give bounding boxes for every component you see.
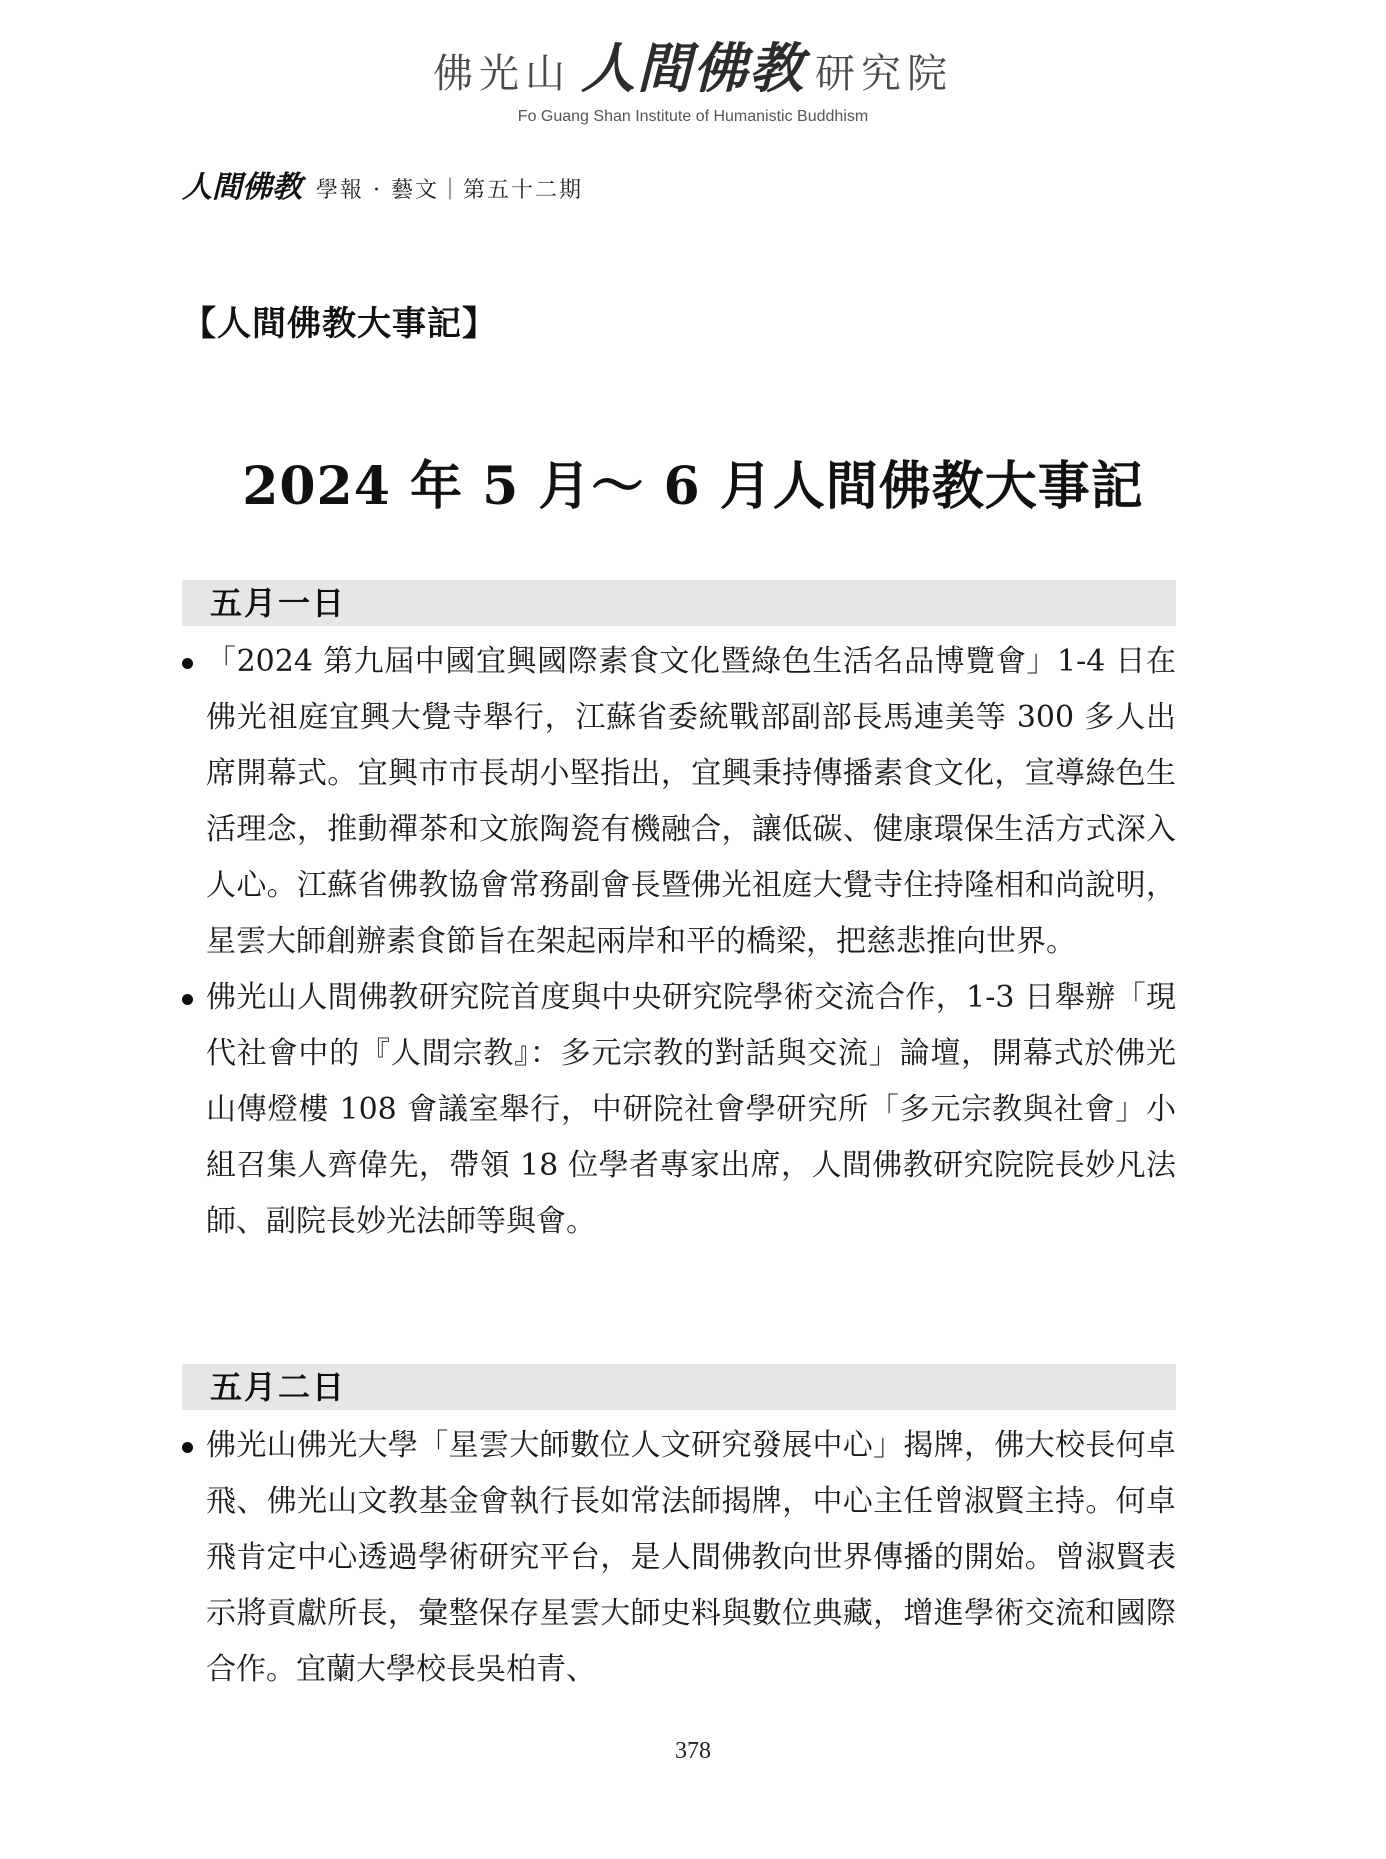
page-number: 378 — [675, 1738, 711, 1764]
institute-name — [0, 38, 1386, 104]
date-heading: 五月一日 — [182, 580, 1176, 626]
entry-text: 佛光山佛光大學「星雲大師數位人文研究發展中心」揭牌，佛大校長何卓飛、佛光山文教基金會執行長如常法師揭牌，中心主任曾淑賢主持。何卓飛肯定中心透過學術研究平台，是人間佛教向世界傳播的開始。曾淑賢表示將貢獻所長，彙整保存星雲大師史料與數位典藏，增進學術交流和國際合作。宜蘭大學校長吳柏青、 — [206, 1428, 1176, 1687]
institute-name-suffix: 研究院 — [815, 51, 953, 97]
institute-brand-logo: 人間佛教 — [581, 36, 805, 100]
bullet-icon — [182, 994, 193, 1005]
article-title: 2024 年 5 月～ 6 月人間佛教大事記 — [242, 456, 1144, 517]
journal-issue-text: 學報 · 藝文｜第五十二期 — [316, 178, 583, 203]
list-item — [182, 970, 1176, 1250]
list-item — [182, 634, 1176, 970]
institute-name-prefix: 佛光山 — [433, 51, 571, 97]
institute-english-name: Fo Guang Shan Institute of Humanistic Buddhism — [517, 108, 869, 125]
running-head — [182, 162, 583, 206]
section-label: 【人間佛教大事記】 — [182, 304, 497, 344]
bullet-icon — [182, 1442, 193, 1453]
entry-list — [182, 634, 1176, 1250]
day-section — [182, 1364, 1176, 1698]
day-section — [182, 580, 1176, 1250]
entry-text: 佛光山人間佛教研究院首度與中央研究院學術交流合作，1-3 日舉辦「現代社會中的『人間宗教』：多元宗教的對話與交流」論壇，開幕式於佛光山傳燈樓 108 會議室舉行，中研院社會學研究所「多元宗教與社會」小組召集人齊偉先，帶領 18 位學者專家出席，人間佛教研究院院長妙凡法師、副院長妙光法師等與會。 — [206, 980, 1176, 1239]
list-item — [182, 1418, 1176, 1698]
bullet-icon — [182, 658, 193, 669]
entry-text: 「2024 第九屆中國宜興國際素食文化暨綠色生活名品博覽會」1-4 日在佛光祖庭宜興大覺寺舉行，江蘇省委統戰部副部長馬連美等 300 多人出席開幕式。宜興市市長胡小堅指出，宜興秉持傳播素食文化，宣導綠色生活理念，推動禪茶和文旅陶瓷有機融合，讓低碳、健康環保生活方式深入人心。江蘇省佛教協會常務副會長暨佛光祖庭大覺寺住持隆相和尚說明，星雲大師創辦素食節旨在架起兩岸和平的橋梁，把慈悲推向世界。 — [206, 644, 1176, 959]
journal-brand-logo: 人間佛教 — [182, 170, 302, 205]
entry-list — [182, 1418, 1176, 1698]
institute-header — [0, 38, 1386, 126]
date-heading: 五月二日 — [182, 1364, 1176, 1410]
